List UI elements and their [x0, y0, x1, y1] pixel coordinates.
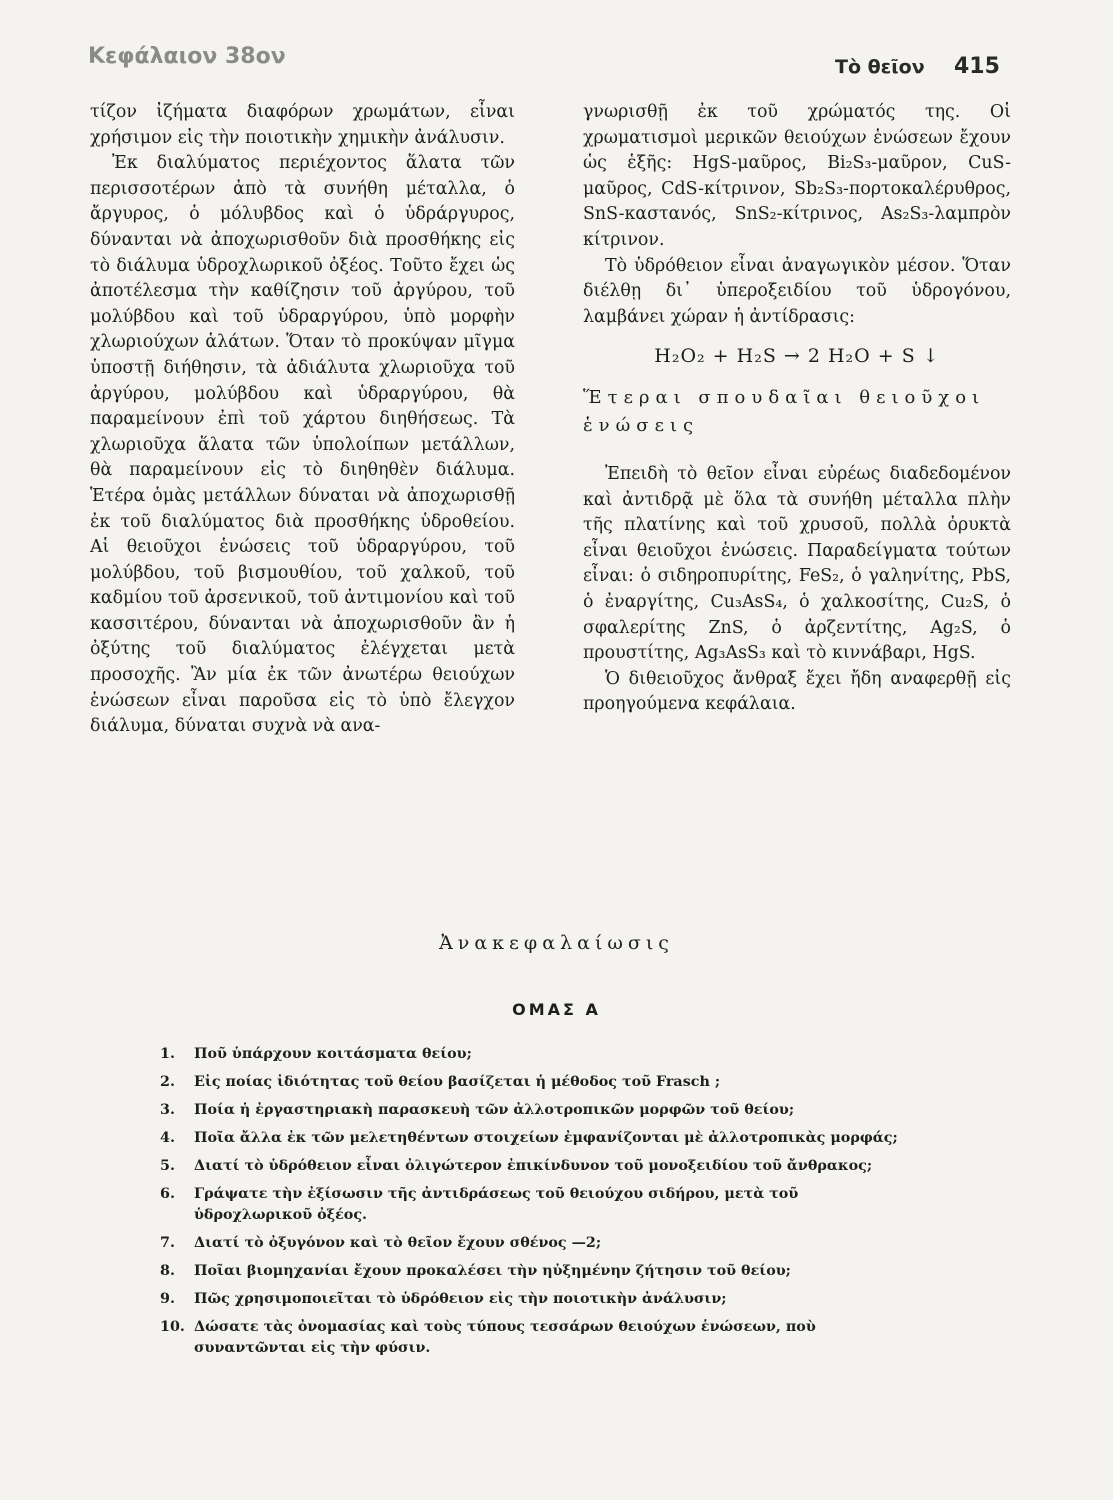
right-paragraph-4: Ὁ διθειοῦχος ἄνθραξ ἔχει ἤδη αναφερθῇ εἰς προηγούμενα κεφάλαια. — [583, 668, 1011, 715]
question-item — [160, 1317, 920, 1359]
question-number: 9. — [160, 1291, 175, 1307]
chemical-equation: H₂O₂ + H₂S → 2 H₂O + S ↓ — [654, 345, 940, 368]
question-item — [160, 1100, 920, 1121]
question-text: Δώσατε τὰς ὀνομασίας καὶ τοὺς τύπους τεσσάρων θειούχων ἑνώσεων, ποὺ συναντῶνται εἰς τὴν φύσιν. — [194, 1319, 816, 1356]
question-number: 6. — [160, 1186, 175, 1202]
left-paragraph-2: Ἐκ διαλύματος περιέχοντος ἅλατα τῶν περισσοτέρων ἀπὸ τὰ συνήθη μέταλλα, ὁ ἄργυρος, ὁ μόλυβδος καὶ ὁ ὑδράργυρος, δύνανται νὰ ἀποχωρισθοῦν διὰ προσθήκης εἰς τὸ διάλυμα ὑδροχλωρικοῦ ὀξέος. Τοῦτο ἔχει ὡς ἀποτέλεσμα τὴν καθίζησιν τοῦ ἀργύρου, τοῦ μολύβδου καὶ τοῦ ὑδραργύρου, ὑπὸ μορφὴν χλωριούχων ἁλάτων. Ὅταν τὸ προκύψαν μῖγμα ὑποστῇ διήθησιν, τὰ ἀδιάλυτα χλωριοῦχα τοῦ ἀργύρου, μολύβδου καὶ ὑδραργύρου, θὰ παραμείνουν ἐπὶ τοῦ χάρτου διηθήσεως. Τὰ χλωριοῦχα ἅλατα τῶν ὑπολοίπων μετάλλων, θὰ παραμείνουν εἰς τὸ διηθηθὲν διάλυμα. Ἑτέρα ὁμὰς μετάλλων δύναται νὰ ἀποχωρισθῇ ἐκ τοῦ διαλύματος διὰ προσθήκης ὑδροθείου. Αἱ θειοῦχοι ἑνώσεις τοῦ ὑδραργύρου, τοῦ μολύβδου, τοῦ βισμουθίου, τοῦ χαλκοῦ, τοῦ καδμίου τοῦ ἀρσενικοῦ, τοῦ ἀντιμονίου καὶ τοῦ κασσιτέρου, δύνανται νὰ ἀποχωρισθοῦν ἂν ἡ ὀξύτης τοῦ διαλύματος ἐλέγχεται μετὰ προσοχῆς. Ἂν μία ἐκ τῶν ἀνωτέρω θειούχων ἑνώσεων εἶναι παροῦσα εἰς τὸ ὑπὸ ἔλεγχον διάλυμα, δύναται συχνὰ νὰ ανα- — [90, 153, 515, 737]
page-number: 415 — [954, 54, 1000, 79]
question-number: 1. — [160, 1046, 175, 1062]
left-column — [90, 100, 515, 740]
question-item — [160, 1233, 920, 1254]
question-item — [160, 1184, 920, 1226]
question-text: Γράψατε τὴν ἐξίσωσιν τῆς ἀντιδράσεως τοῦ θειούχου σιδήρου, μετὰ τοῦ ὑδροχλωρικοῦ ὀξέος. — [194, 1186, 799, 1223]
summary-title: Ἀνακεφαλαίωσις — [439, 932, 674, 954]
question-text: Ποῖαι βιομηχανίαι ἔχουν προκαλέσει τὴν ηὐξημένην ζήτησιν τοῦ θείου; — [194, 1263, 791, 1279]
chapter-label: Κεφάλαιον 38ον — [88, 44, 286, 69]
question-text: Πῶς χρησιμοποιεῖται τὸ ὑδρόθειον εἰς τὴν ποιοτικὴν ἀνάλυσιν; — [194, 1291, 727, 1307]
question-number: 2. — [160, 1074, 175, 1090]
question-text: Εἰς ποίας ἰδιότητας τοῦ θείου βασίζεται ἡ μέθοδος τοῦ Frasch ; — [194, 1074, 721, 1090]
right-paragraph-1: γνωρισθῇ ἐκ τοῦ χρώματός της. Οἱ χρωματισμοὶ μερικῶν θειούχων ἑνώσεων ἔχουν ὡς ἑξῆς: HgS-μαῦρος, Bi₂S₃-μαῦρον, CuS-μαῦρος, CdS-κίτρινον, Sb₂S₃-πορτοκαλέρυθρος, SnS-καστανός, SnS₂-κίτρινος, As₂S₃-λαμπρὸν κίτρινον. — [583, 102, 1011, 250]
question-text: Διατί τὸ ὑδρόθειον εἶναι ὀλιγώτερον ἐπικίνδυνον τοῦ μονοξειδίου τοῦ ἄνθρακος; — [194, 1158, 873, 1174]
question-item — [160, 1156, 920, 1177]
group-title: ΟΜΑΣ Α — [512, 1000, 601, 1019]
question-number: 5. — [160, 1158, 175, 1174]
right-paragraph-3: Ἐπειδὴ τὸ θεῖον εἶναι εὐρέως διαδεδομένον καὶ ἀντιδρᾷ μὲ ὅλα τὰ συνήθη μέταλλα πλὴν τῆς πλατίνης καὶ τοῦ χρυσοῦ, πολλὰ ὀρυκτὰ εἶναι θειοῦχοι ἑνώσεις. Παραδείγματα τούτων εἶναι: ὁ σιδηροπυρίτης, FeS₂, ὁ γαληνίτης, PbS, ὁ ἐναργίτης, Cu₃AsS₄, ὁ χαλκοσίτης, Cu₂S, ὁ σφαλερίτης ZnS, ὁ ἀρζεντίτης, Ag₂S, ὁ προυστίτης, Ag₃AsS₃ καὶ τὸ κιννάβαρι, HgS. — [583, 463, 1011, 664]
question-number: 3. — [160, 1102, 175, 1118]
right-column — [583, 100, 1011, 718]
question-item — [160, 1044, 920, 1065]
question-item — [160, 1289, 920, 1310]
question-number: 10. — [160, 1319, 185, 1335]
section-heading: Ἕτεραι σπουδαῖαι θειοῦχοι ἑνώσεις — [583, 386, 986, 436]
left-paragraph-1: τίζον ἰζήματα διαφόρων χρωμάτων, εἶναι χρήσιμον εἰς τὴν ποιοτικὴν χημικὴν ἀνάλυσιν. — [90, 102, 515, 148]
question-item — [160, 1072, 920, 1093]
question-text: Ποία ἡ ἐργαστηριακὴ παρασκευὴ τῶν ἀλλοτροπικῶν μορφῶν τοῦ θείου; — [194, 1102, 795, 1118]
question-number: 4. — [160, 1130, 175, 1146]
question-text: Ποῦ ὑπάρχουν κοιτάσματα θείου; — [194, 1046, 472, 1062]
question-number: 7. — [160, 1235, 175, 1251]
question-item — [160, 1128, 920, 1149]
question-number: 8. — [160, 1263, 175, 1279]
question-text: Διατί τὸ ὀξυγόνον καὶ τὸ θεῖον ἔχουν σθένος —2; — [194, 1235, 602, 1251]
running-title: Τὸ θεῖον — [835, 56, 925, 78]
question-item — [160, 1261, 920, 1282]
question-list — [160, 1044, 920, 1366]
question-text: Ποῖα ἄλλα ἐκ τῶν μελετηθέντων στοιχείων ἐμφανίζονται μὲ ἀλλοτροπικὰς μορφάς; — [194, 1130, 898, 1146]
right-paragraph-2: Τὸ ὑδρόθειον εἶναι ἀναγωγικὸν μέσον. Ὅταν διέλθῃ δι᾽ ὑπεροξειδίου τοῦ ὑδρογόνου, λαμβάνει χώραν ἡ ἀντίδρασις: — [583, 255, 1011, 327]
